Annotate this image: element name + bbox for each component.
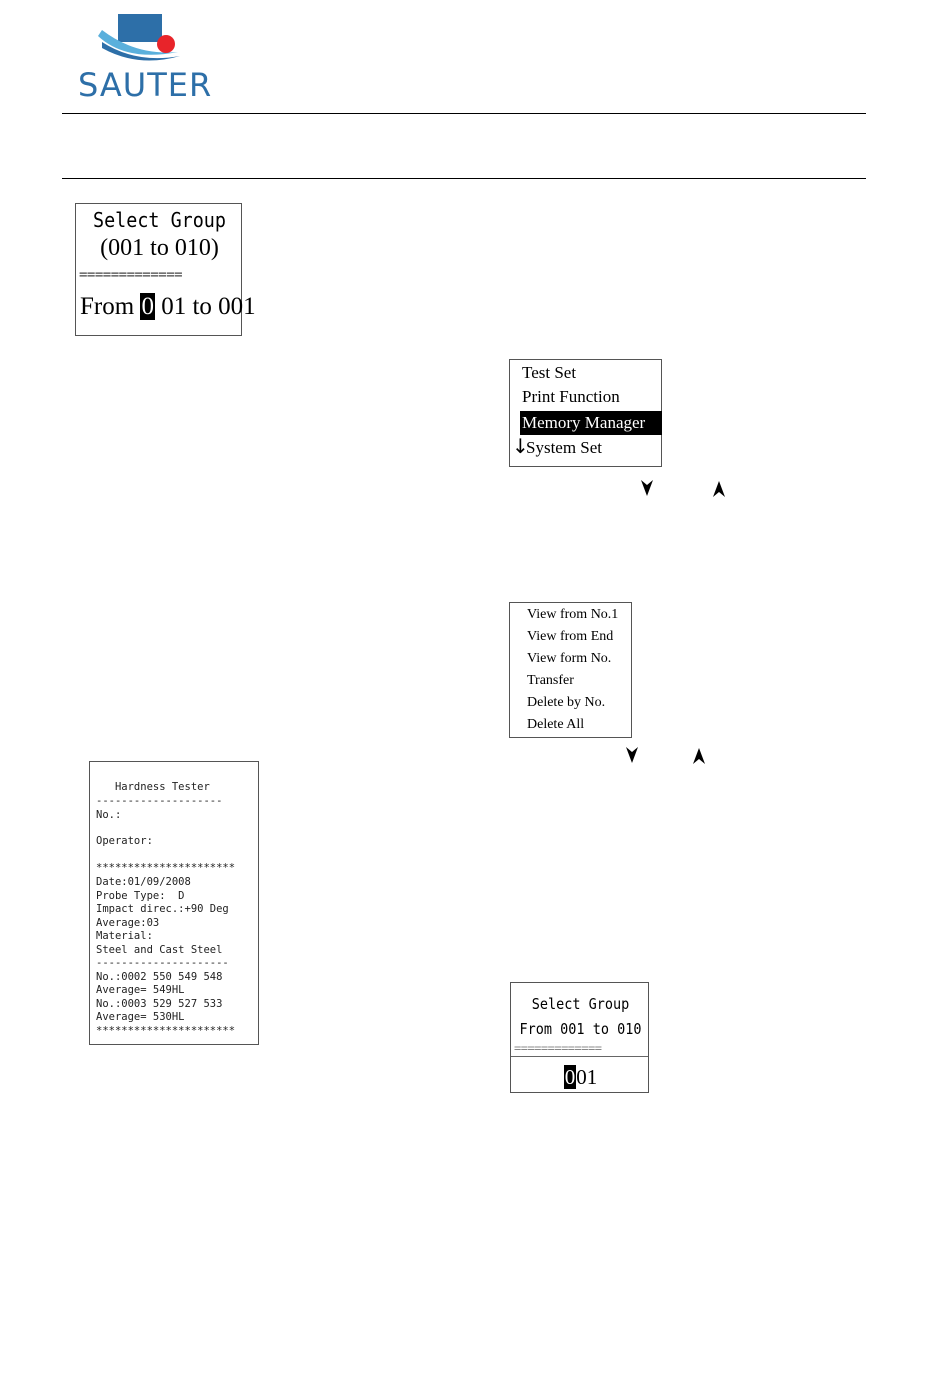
- memory-manager-menu: [509, 602, 632, 738]
- select-group-screen-2: [510, 982, 649, 1093]
- select-group-range: From 001 to 010: [519, 1020, 642, 1038]
- select-group-title: Select Group: [93, 208, 226, 232]
- memory-item-transfer[interactable]: Transfer: [527, 673, 574, 688]
- cursor-digit: 0: [564, 1065, 576, 1089]
- printout-line: Probe Type: D: [96, 890, 185, 902]
- from-value: 01 to 001: [161, 293, 256, 320]
- printout-line: Average= 549HL: [96, 984, 185, 996]
- arrow-up-icon: [692, 747, 706, 769]
- arrow-up-icon: [712, 480, 726, 502]
- menu-item-test-set[interactable]: Test Set: [522, 363, 577, 382]
- select-group-screen: [75, 203, 256, 336]
- separator: =============: [79, 267, 183, 283]
- printout-line: Hardness Tester: [96, 781, 210, 793]
- memory-item-view-from-end[interactable]: View from End: [527, 629, 614, 644]
- from-row: [80, 293, 256, 321]
- printout-line: Material:: [96, 930, 153, 942]
- select-group-range: (001 to 010): [100, 235, 219, 261]
- group-value: 01: [576, 1065, 598, 1089]
- scroll-down-icon: ↓: [512, 434, 529, 458]
- printout-line: **********************: [96, 862, 236, 874]
- sauter-logo-mark: [96, 12, 186, 74]
- printout-line: Impact direc.:+90 Deg: [96, 903, 229, 915]
- printout-line: ---------------------: [96, 957, 229, 969]
- select-group-title: Select Group: [531, 995, 630, 1013]
- header-rule-bottom: [62, 178, 866, 179]
- printout-line: Average= 530HL: [96, 1011, 185, 1023]
- menu-item-system-set[interactable]: System Set: [526, 438, 603, 457]
- menu-item-print-function[interactable]: Print Function: [522, 387, 620, 406]
- printout-line: Steel and Cast Steel: [96, 944, 223, 956]
- printout-line: Average:03: [96, 917, 160, 929]
- printout-sample: [89, 761, 259, 1045]
- group-value-row: [511, 1065, 650, 1090]
- memory-item-view-from-no1[interactable]: View from No.1: [527, 607, 619, 622]
- divider: [511, 1056, 648, 1057]
- printout-line: No.:: [96, 809, 122, 821]
- memory-item-delete-by-no[interactable]: Delete by No.: [527, 695, 606, 710]
- printout-line: **********************: [96, 1025, 236, 1037]
- main-menu-screen: [509, 359, 662, 467]
- sauter-logo-text: SAUTER: [78, 66, 213, 104]
- printout-line: No.:0002 550 549 548: [96, 971, 223, 983]
- header-rule-top: [62, 113, 866, 114]
- arrow-down-icon: [625, 746, 639, 768]
- arrow-down-icon: [640, 479, 654, 501]
- printout-line: No.:0003 529 527 533: [96, 998, 223, 1010]
- printout-line: Date:01/09/2008: [96, 876, 191, 888]
- memory-item-view-form-no[interactable]: View form No.: [527, 651, 612, 666]
- cursor-digit: 0: [141, 293, 154, 320]
- printout-line: --------------------: [96, 795, 223, 807]
- menu-item-memory-manager[interactable]: Memory Manager: [520, 411, 662, 435]
- memory-item-delete-all[interactable]: Delete All: [527, 717, 585, 732]
- separator: =============: [514, 1041, 602, 1055]
- printout-line: Operator:: [96, 835, 153, 847]
- from-label: From: [80, 293, 135, 320]
